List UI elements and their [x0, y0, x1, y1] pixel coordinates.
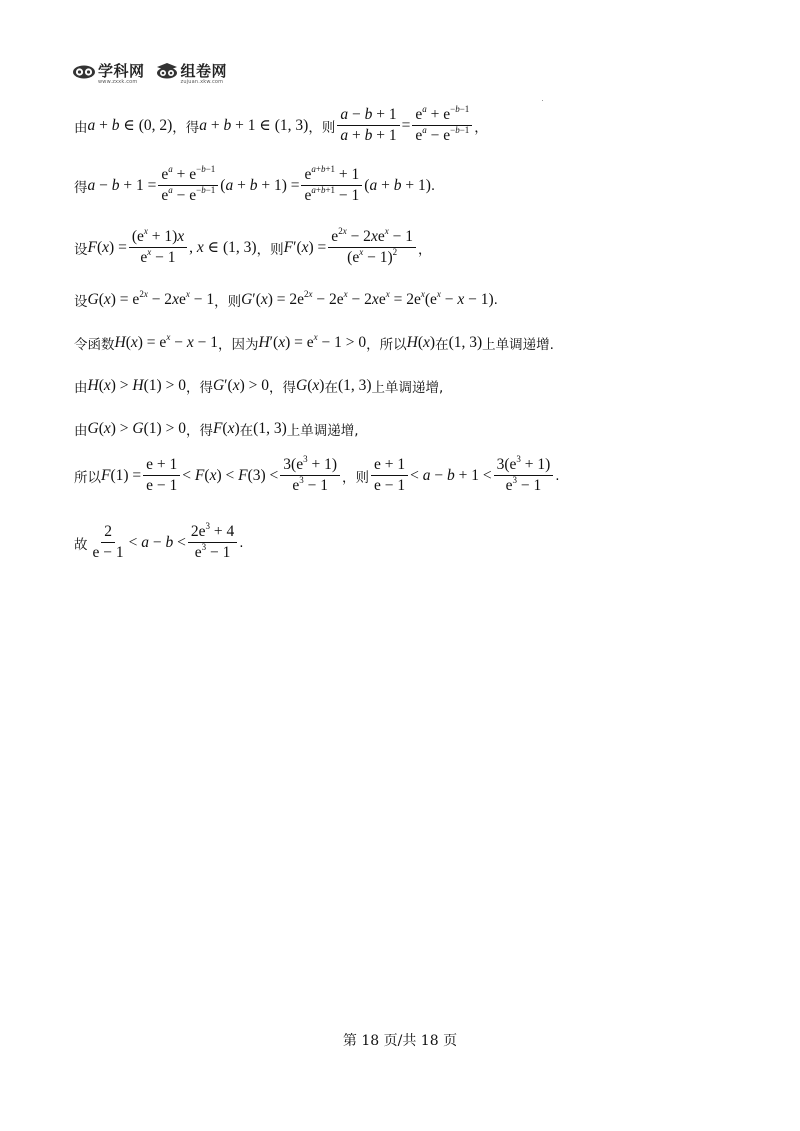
stray-dot: [542, 100, 543, 101]
fraction: $\frac{2}{e - 1}$: [92, 523, 124, 561]
math: < a − b + 1 <: [410, 466, 492, 484]
text: 所以: [74, 469, 101, 486]
math: < a − b <: [128, 533, 186, 551]
fraction: $\frac{e^a + e^{-b-1}}{e^a - e^{-b-1}}$: [412, 106, 472, 145]
text: ，则: [214, 294, 242, 310]
math-line-4: [74, 290, 498, 310]
text: .: [555, 467, 560, 484]
math: H(x) > H(1) > 0: [87, 377, 186, 394]
math: F(x) =: [87, 238, 127, 256]
math: , x ∈ (1, 3): [189, 239, 257, 256]
math: H(x): [406, 334, 436, 351]
text: 在: [239, 423, 254, 439]
logo-url: zujuan.xkw.com: [180, 79, 224, 85]
header-logos: [72, 60, 227, 86]
text: ，: [417, 241, 432, 258]
text: 由: [74, 119, 88, 136]
logo-url: www.zxxk.com: [98, 79, 138, 85]
text: ，: [474, 119, 488, 136]
text: ，则: [308, 119, 336, 136]
math: a + b ∈ (0, 2): [87, 117, 173, 134]
fraction: $\frac{e^{2x} - 2xe^x - 1}{(e^x - 1)^2}$: [328, 228, 416, 267]
fraction: $\frac{3(e^3 + 1)}{e^3 - 1}$: [494, 456, 554, 495]
math: (a + b + 1) =: [220, 176, 300, 194]
math: F(1) =: [101, 466, 142, 484]
text: ，得: [269, 380, 297, 396]
text: ，则: [341, 469, 369, 486]
text: 故: [74, 536, 88, 553]
text: ，所以: [366, 337, 407, 353]
math: (1, 3): [448, 334, 483, 351]
fraction: $\frac{e + 1}{e - 1}$: [371, 456, 408, 495]
text: 由: [74, 380, 88, 396]
math: $G(x) = e^{2x} - 2xe^x - 1$: [87, 289, 215, 308]
text: 在: [435, 337, 449, 353]
math: (1, 3): [337, 377, 372, 394]
text: 得: [74, 179, 88, 196]
math: $H(x) = e^x - x - 1$: [114, 332, 218, 351]
logo-text: 学科网: [98, 62, 145, 80]
text: 令函数: [74, 337, 115, 353]
math-line-7: [74, 419, 359, 439]
logo-zujuanwang: [155, 60, 228, 85]
math: $H'(x) = e^x - 1 > 0$: [258, 332, 367, 351]
text: ，则: [256, 241, 284, 258]
text: ，得: [185, 380, 213, 396]
fraction: $\frac{a - b + 1}{a + b + 1}$: [337, 106, 399, 145]
logo-text: 组卷网: [180, 62, 228, 80]
math-line-8: [74, 456, 560, 495]
fraction: $\frac{e^{a+b+1} + 1}{e^{a+b+1} - 1}$: [301, 166, 362, 205]
math: (1, 3): [253, 420, 287, 437]
text: .: [493, 292, 498, 308]
math: F′(x) =: [283, 238, 327, 256]
text: 上单调递增,: [371, 380, 444, 396]
fraction: $\frac{(e^x + 1)x}{e^x - 1}$: [129, 228, 187, 267]
text: 由: [74, 423, 88, 439]
math: a + b + 1 ∈ (1, 3): [199, 117, 309, 134]
math: G′(x) > 0: [212, 377, 270, 394]
fraction: $\frac{2e^3 + 4}{e^3 - 1}$: [188, 523, 237, 562]
math-line-3: [74, 228, 431, 267]
text: ，得: [185, 423, 213, 439]
text: ，因为: [217, 337, 259, 353]
math: F(x): [212, 420, 240, 437]
text: 设: [74, 241, 88, 258]
owl-cap-icon: [155, 63, 179, 79]
math: G(x): [296, 377, 325, 394]
page-footer: 第 18 页/共 18 页: [342, 1033, 458, 1049]
text: 设: [74, 294, 88, 310]
fraction: $\frac{e^a + e^{-b-1}}{e^a - e^{-b-1}}$: [158, 166, 218, 205]
math: $G'(x) = 2e^{2x} - 2e^x - 2xe^x = 2e^x(e^x - x - 1)$: [241, 289, 494, 308]
text: ，得: [172, 119, 200, 136]
math-line-9: [74, 523, 244, 562]
text: 在: [324, 380, 338, 396]
text: 上单调递增,: [286, 423, 359, 439]
math: G(x) > G(1) > 0: [87, 420, 186, 437]
logo-xuekewang: [72, 60, 145, 85]
owl-icon: [72, 63, 96, 79]
math-line-6: [74, 376, 443, 396]
text: 上单调递增.: [482, 337, 554, 353]
text: .: [239, 534, 244, 551]
math-line-5: [74, 333, 554, 353]
math: a − b + 1 =: [87, 176, 157, 194]
math-line-1: 由 a + b ∈ (0, 2) ，得 a + b + 1 ∈ (1, 3) ，则 $\frac{a - b + 1}{a + b + 1}$ = $\frac{e^a + e^{-b-1}}{e^a - e^{-b-1}}$ ，: [74, 104, 488, 144]
math: (a + b + 1): [364, 176, 431, 194]
math-line-2: [74, 166, 435, 205]
fraction: $\frac{3(e^3 + 1)}{e^3 - 1}$: [280, 456, 340, 495]
math: < F(x) < F(3) <: [182, 466, 279, 484]
fraction: $\frac{e + 1}{e - 1}$: [143, 456, 180, 495]
text: .: [430, 177, 436, 194]
